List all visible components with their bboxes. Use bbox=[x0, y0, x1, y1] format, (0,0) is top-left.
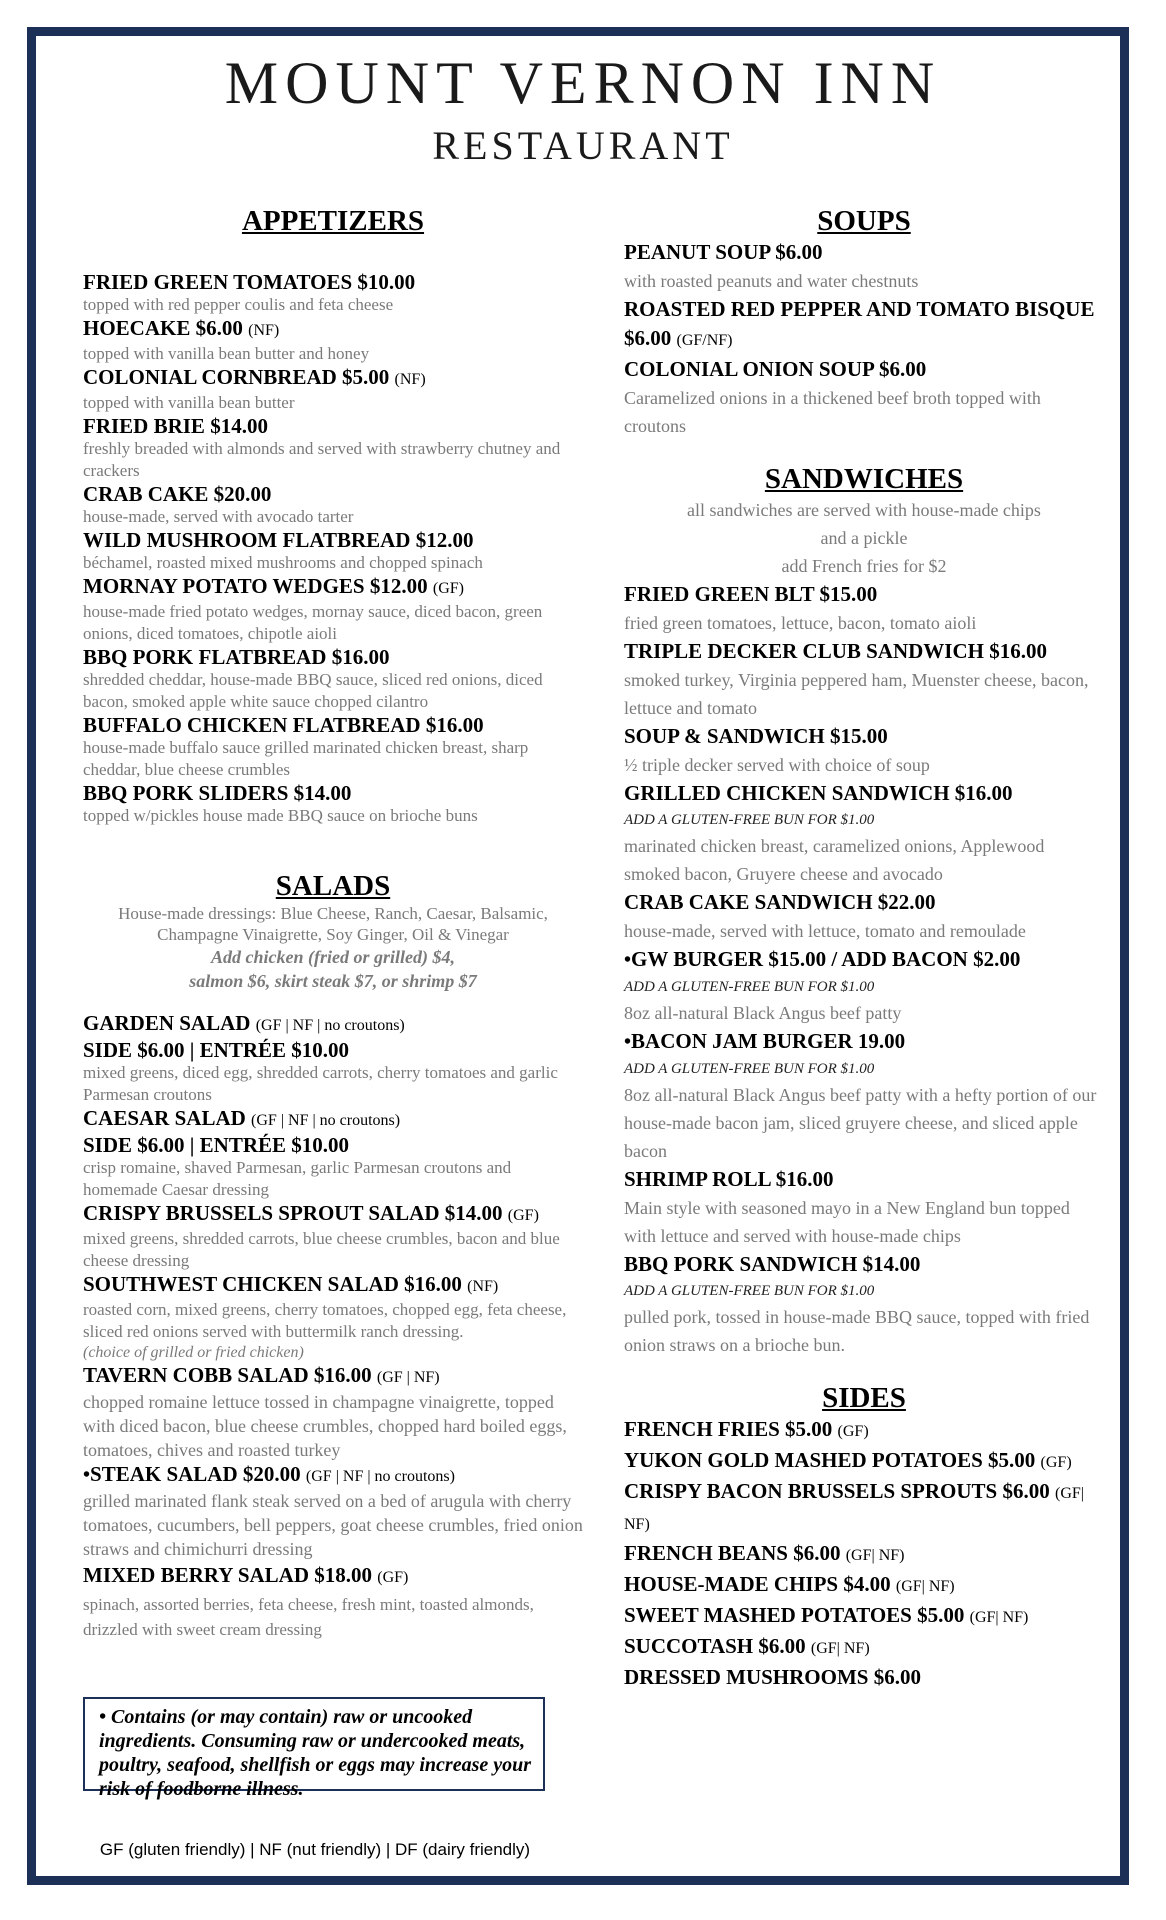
cobb-salad-name: TAVERN COBB SALAD $16.00 bbox=[83, 1363, 372, 1387]
sandwiches-intro-line1: all sandwiches are served with house-made chips bbox=[687, 500, 1041, 520]
soup-item-name: COLONIAL ONION SOUP $6.00 bbox=[624, 357, 927, 381]
southwest-salad-note: (choice of grilled or fried chicken) bbox=[83, 1344, 304, 1361]
appetizer-item bbox=[83, 781, 583, 827]
southwest-salad bbox=[83, 1272, 583, 1363]
shrimp-roll bbox=[624, 1165, 1104, 1250]
restaurant-subtitle: RESTAURANT bbox=[432, 123, 734, 168]
restaurant-name: MOUNT VERNON INN bbox=[224, 50, 942, 116]
sides-list bbox=[624, 1415, 1104, 1692]
appetizer-item-desc: topped with vanilla bean butter and honey bbox=[83, 344, 370, 363]
shrimp-roll-desc: Main style with seasoned mayo in a New England bun topped with lettuce and served with house-made chips bbox=[624, 1198, 1070, 1246]
right-column bbox=[624, 204, 1104, 1692]
appetizer-item-desc: topped with red pepper coulis and feta cheese bbox=[83, 295, 394, 314]
raw-food-warning bbox=[83, 1697, 545, 1800]
side-item-tag: (GF) bbox=[1040, 1454, 1072, 1471]
left-column bbox=[83, 204, 583, 1642]
diet-legend: GF (gluten friendly) | NF (nut friendly) | DF (dairy friendly) bbox=[99, 1840, 531, 1859]
club-name: TRIPLE DECKER CLUB SANDWICH $16.00 bbox=[624, 639, 1047, 663]
berry-salad-desc: spinach, assorted berries, feta cheese, fresh mint, toasted almonds, drizzled with sweet cream dressing bbox=[83, 1595, 534, 1639]
appetizer-item bbox=[83, 365, 583, 414]
appetizer-item bbox=[83, 713, 583, 781]
garden-salad-desc: mixed greens, diced egg, shredded carrots, cherry tomatoes and garlic Parmesan croutons bbox=[83, 1063, 558, 1104]
grilled-chicken-name: GRILLED CHICKEN SANDWICH $16.00 bbox=[624, 781, 1013, 805]
appetizer-item-desc: topped w/pickles house made BBQ sauce on brioche buns bbox=[83, 806, 478, 825]
brussels-salad-desc: mixed greens, shredded carrots, blue cheese crumbles, bacon and blue cheese dressing bbox=[83, 1229, 560, 1270]
appetizer-item-name: FRIED GREEN TOMATOES $10.00 bbox=[83, 270, 416, 294]
appetizer-item-tag: (NF) bbox=[248, 322, 280, 339]
bbq-sandwich-name: BBQ PORK SANDWICH $14.00 bbox=[624, 1252, 921, 1276]
steak-salad bbox=[83, 1462, 583, 1561]
garden-salad-tag: (GF | NF | no croutons) bbox=[255, 1017, 405, 1034]
soup-item-name: ROASTED RED PEPPER AND TOMATO BISQUE $6.00 bbox=[624, 297, 1095, 350]
soups-title: SOUPS bbox=[817, 205, 911, 237]
appetizer-item bbox=[83, 316, 583, 365]
blt-name: FRIED GREEN BLT $15.00 bbox=[624, 582, 878, 606]
cobb-salad bbox=[83, 1363, 583, 1462]
appetizer-item-name: BBQ PORK SLIDERS $14.00 bbox=[83, 781, 352, 805]
gw-burger-name: GW BURGER $15.00 / ADD BACON $2.00 bbox=[631, 947, 1021, 971]
bbq-sandwich-desc: pulled pork, tossed in house-made BBQ sauce, topped with fried onion straws on a brioche bun. bbox=[624, 1307, 1090, 1355]
appetizer-item bbox=[83, 645, 583, 713]
caesar-salad-price: SIDE $6.00 | ENTRÉE $10.00 bbox=[83, 1133, 350, 1157]
salad-addons-line1: Add chicken (fried or grilled) $4, bbox=[211, 947, 455, 967]
appetizer-item bbox=[83, 528, 583, 574]
salads-title: SALADS bbox=[275, 870, 391, 902]
gw-burger-desc: 8oz all-natural Black Angus beef patty bbox=[624, 1003, 902, 1023]
side-item-tag: (GF| NF) bbox=[810, 1640, 870, 1657]
appetizer-item-name: CRAB CAKE $20.00 bbox=[83, 482, 272, 506]
side-item-tag: (GF| NF) bbox=[969, 1609, 1029, 1626]
side-item bbox=[624, 1663, 1104, 1692]
southwest-salad-desc: roasted corn, mixed greens, cherry tomatoes, chopped egg, feta cheese, sliced red onions served with buttermilk ranch dressing. bbox=[83, 1300, 567, 1341]
side-item-name: CRISPY BACON BRUSSELS SPROUTS $6.00 bbox=[624, 1479, 1050, 1503]
grilled-chicken-desc: marinated chicken breast, caramelized onions, Applewood smoked bacon, Gruyere cheese and avocado bbox=[624, 836, 1045, 884]
appetizer-item-tag: (GF) bbox=[432, 580, 464, 597]
appetizer-item-desc: béchamel, roasted mixed mushrooms and chopped spinach bbox=[83, 553, 483, 572]
shrimp-roll-name: SHRIMP ROLL $16.00 bbox=[624, 1167, 834, 1191]
southwest-salad-tag: (NF) bbox=[467, 1278, 499, 1295]
raw-warning-bullet-icon: • bbox=[624, 949, 632, 971]
crab-cake-sandwich bbox=[624, 888, 1104, 945]
sandwiches-intro-line2: and a pickle bbox=[820, 528, 908, 548]
appetizer-item-tag: (NF) bbox=[394, 371, 426, 388]
side-item-name: SWEET MASHED POTATOES $5.00 bbox=[624, 1603, 965, 1627]
side-item bbox=[624, 1446, 1104, 1477]
soup-item bbox=[624, 295, 1104, 355]
side-item-name: YUKON GOLD MASHED POTATOES $5.00 bbox=[624, 1448, 1036, 1472]
soup-sandwich-name: SOUP & SANDWICH $15.00 bbox=[624, 724, 888, 748]
appetizers-title: APPETIZERS bbox=[241, 205, 425, 237]
salad-addons-line2: salmon $6, skirt steak $7, or shrimp $7 bbox=[189, 971, 477, 991]
side-item bbox=[624, 1632, 1104, 1663]
caesar-salad-name: CAESAR SALAD bbox=[83, 1106, 246, 1130]
berry-salad bbox=[83, 1561, 583, 1642]
raw-warning-bullet-icon: • bbox=[624, 1031, 632, 1053]
soup-item-desc: Caramelized onions in a thickened beef broth topped with croutons bbox=[624, 388, 1041, 436]
southwest-salad-name: SOUTHWEST CHICKEN SALAD $16.00 bbox=[83, 1272, 462, 1296]
side-item-tag: (GF| NF) bbox=[624, 1485, 1084, 1533]
gf-bun-note: ADD A GLUTEN-FREE BUN FOR $1.00 bbox=[624, 812, 875, 828]
appetizer-item-name: COLONIAL CORNBREAD $5.00 bbox=[83, 365, 390, 389]
side-item-tag: (GF| NF) bbox=[895, 1578, 955, 1595]
cobb-salad-tag: (GF | NF) bbox=[376, 1369, 440, 1386]
side-item bbox=[624, 1570, 1104, 1601]
side-item-name: HOUSE-MADE CHIPS $4.00 bbox=[624, 1572, 891, 1596]
gf-bun-note: ADD A GLUTEN-FREE BUN FOR $1.00 bbox=[624, 1283, 875, 1299]
appetizer-item-name: HOECAKE $6.00 bbox=[83, 316, 243, 340]
side-item-name: SUCCOTASH $6.00 bbox=[624, 1634, 806, 1658]
appetizer-item-name: BBQ PORK FLATBREAD $16.00 bbox=[83, 645, 390, 669]
appetizer-item-name: MORNAY POTATO WEDGES $12.00 bbox=[83, 574, 428, 598]
side-item bbox=[624, 1539, 1104, 1570]
caesar-salad-tag: (GF | NF | no croutons) bbox=[251, 1112, 401, 1129]
appetizer-item-desc: shredded cheddar, house-made BBQ sauce, sliced red onions, diced bacon, smoked apple white sauce chopped cilantro bbox=[83, 670, 543, 711]
appetizer-item-desc: freshly breaded with almonds and served with strawberry chutney and crackers bbox=[83, 439, 561, 480]
soup-item bbox=[624, 355, 1104, 440]
appetizer-item-desc: house-made buffalo sauce grilled marinated chicken breast, sharp cheddar, blue cheese crumbles bbox=[83, 738, 529, 779]
appetizer-item bbox=[83, 270, 583, 316]
sandwiches-title: SANDWICHES bbox=[764, 463, 964, 495]
crab-sandwich-name: CRAB CAKE SANDWICH $22.00 bbox=[624, 890, 936, 914]
soup-item-tag: (GF/NF) bbox=[676, 332, 733, 349]
soup-item bbox=[624, 238, 1104, 295]
appetizer-item-name: BUFFALO CHICKEN FLATBREAD $16.00 bbox=[83, 713, 484, 737]
soup-list bbox=[624, 238, 1104, 440]
bacon-jam-name: BACON JAM BURGER 19.00 bbox=[631, 1029, 906, 1053]
sides-title: SIDES bbox=[822, 1382, 906, 1414]
appetizer-item-desc: house-made fried potato wedges, mornay sauce, diced bacon, green onions, diced tomatoes, chipotle aioli bbox=[83, 602, 543, 643]
appetizer-item bbox=[83, 414, 583, 482]
brussels-salad bbox=[83, 1201, 583, 1272]
side-item bbox=[624, 1415, 1104, 1446]
caesar-salad-desc: crisp romaine, shaved Parmesan, garlic Parmesan croutons and homemade Caesar dressing bbox=[83, 1158, 512, 1199]
salad-dressings: House-made dressings: Blue Cheese, Ranch, Caesar, Balsamic, Champagne Vinaigrette, Soy Ginger, Oil & Vinegar bbox=[118, 904, 548, 944]
bacon-jam-desc: 8oz all-natural Black Angus beef patty with a hefty portion of our house-made bacon jam, sliced gruyere cheese, and sliced apple bacon bbox=[624, 1085, 1097, 1161]
side-item bbox=[624, 1601, 1104, 1632]
appetizer-item-desc: topped with vanilla bean butter bbox=[83, 393, 295, 412]
side-item-tag: (GF) bbox=[837, 1423, 869, 1440]
appetizer-item-name: FRIED BRIE $14.00 bbox=[83, 414, 268, 438]
gw-burger bbox=[624, 945, 1104, 1027]
restaurant-header bbox=[0, 50, 1166, 170]
garden-salad bbox=[83, 1011, 583, 1106]
grilled-chicken-sandwich bbox=[624, 779, 1104, 888]
side-item-tag: (GF| NF) bbox=[845, 1547, 905, 1564]
steak-salad-tag: (GF | NF | no croutons) bbox=[305, 1468, 455, 1485]
crab-sandwich-desc: house-made, served with lettuce, tomato and remoulade bbox=[624, 921, 1026, 941]
cobb-salad-desc: chopped romaine lettuce tossed in champagne vinaigrette, topped with diced bacon, blue cheese crumbles, chopped hard boiled eggs, tomatoes, chives and roasted turkey bbox=[83, 1392, 567, 1460]
appetizer-item-desc: house-made, served with avocado tarter bbox=[83, 507, 354, 526]
berry-salad-name: MIXED BERRY SALAD $18.00 bbox=[83, 1563, 373, 1587]
caesar-salad bbox=[83, 1106, 583, 1201]
appetizer-item bbox=[83, 574, 583, 645]
berry-salad-tag: (GF) bbox=[377, 1569, 409, 1586]
steak-salad-desc: grilled marinated flank steak served on a bed of arugula with cherry tomatoes, cucumbers, bell peppers, goat cheese crumbles, fried onion straws and chimichurri dressing bbox=[83, 1491, 583, 1559]
garden-salad-name: GARDEN SALAD bbox=[83, 1011, 251, 1035]
side-item bbox=[624, 1477, 1104, 1539]
soup-and-sandwich bbox=[624, 722, 1104, 779]
club-desc: smoked turkey, Virginia peppered ham, Muenster cheese, bacon, lettuce and tomato bbox=[624, 670, 1089, 718]
brussels-salad-name: CRISPY BRUSSELS SPROUT SALAD $14.00 bbox=[83, 1201, 503, 1225]
appetizer-item-name: WILD MUSHROOM FLATBREAD $12.00 bbox=[83, 528, 474, 552]
gf-bun-note: ADD A GLUTEN-FREE BUN FOR $1.00 bbox=[624, 1061, 875, 1077]
sandwiches-intro-line3: add French fries for $2 bbox=[781, 556, 947, 576]
fried-green-blt bbox=[624, 580, 1104, 637]
appetizer-item bbox=[83, 482, 583, 528]
bacon-jam-burger bbox=[624, 1027, 1104, 1165]
soup-item-name: PEANUT SOUP $6.00 bbox=[624, 240, 823, 264]
brussels-salad-tag: (GF) bbox=[507, 1207, 539, 1224]
side-item-name: DRESSED MUSHROOMS $6.00 bbox=[624, 1665, 921, 1689]
raw-warning-bullet-icon: • bbox=[83, 1464, 91, 1486]
soup-sandwich-desc: ½ triple decker served with choice of soup bbox=[624, 755, 930, 775]
steak-salad-name: STEAK SALAD $20.00 bbox=[90, 1462, 301, 1486]
bbq-pork-sandwich bbox=[624, 1250, 1104, 1359]
raw-warning-bullet-icon: • bbox=[99, 1706, 107, 1728]
gf-bun-note: ADD A GLUTEN-FREE BUN FOR $1.00 bbox=[624, 979, 875, 995]
blt-desc: fried green tomatoes, lettuce, bacon, tomato aioli bbox=[624, 613, 977, 633]
appetizer-list bbox=[83, 270, 583, 827]
soup-item-desc: with roasted peanuts and water chestnuts bbox=[624, 271, 919, 291]
side-item-name: FRENCH BEANS $6.00 bbox=[624, 1541, 841, 1565]
garden-salad-price: SIDE $6.00 | ENTRÉE $10.00 bbox=[83, 1038, 350, 1062]
raw-food-warning-text: Contains (or may contain) raw or uncooked ingredients. Consuming raw or undercooked meats, poultry, seafood, shellfish or eggs may increase your risk of foodborne illness. bbox=[99, 1706, 532, 1800]
club-sandwich bbox=[624, 637, 1104, 722]
side-item-name: FRENCH FRIES $5.00 bbox=[624, 1417, 833, 1441]
